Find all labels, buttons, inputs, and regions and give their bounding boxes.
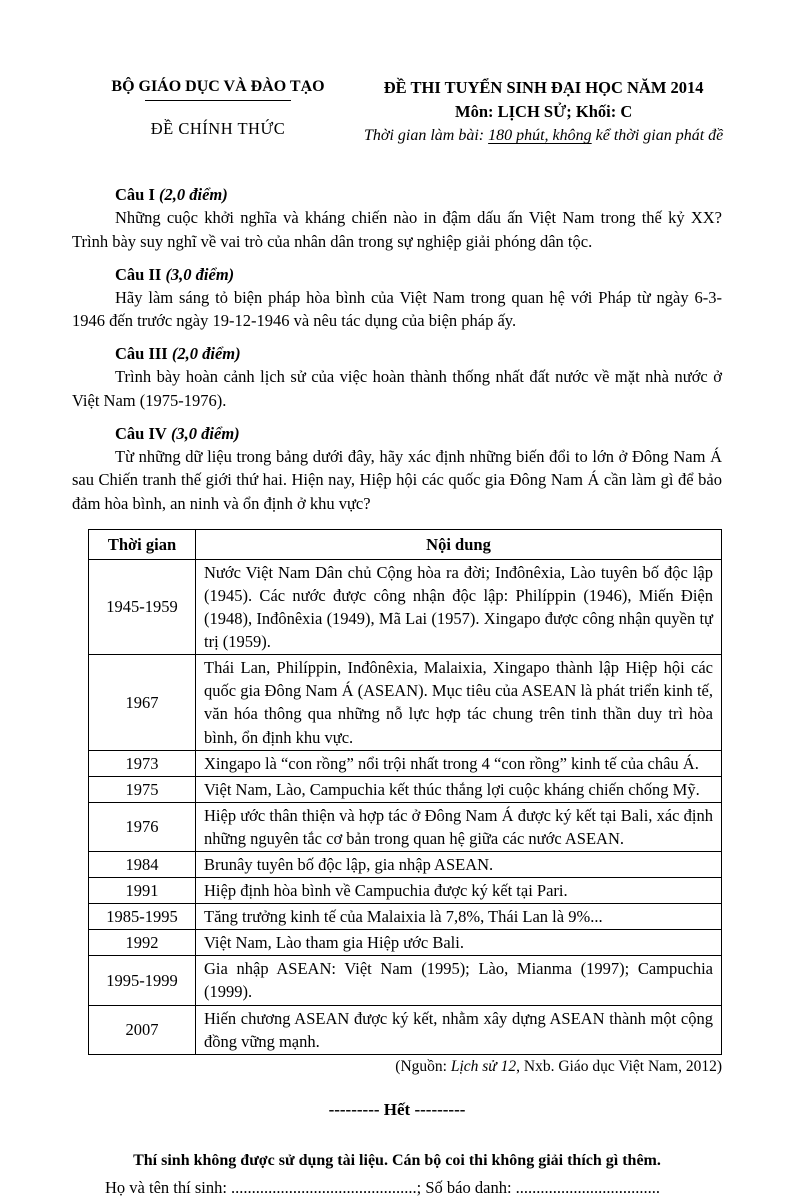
data-table [88,529,722,1055]
cell-content: Hiến chương ASEAN được ký kết, nhằm xây dựng ASEAN thành một cộng đồng vững mạnh. [196,1005,722,1054]
question-1-label: Câu I [115,185,155,204]
cell-content: Nước Việt Nam Dân chủ Cộng hòa ra đời; Inđônêxia, Lào tuyên bố độc lập (1945). Các nước được công nhận độc lập: Philíppin (1946), Miến Điện (1948), Inđônêxia (1949), Mã Lai (1957). Xingapo được công nhận quyền tự trị (1959). [196,559,722,654]
cell-time: 1995-1999 [89,956,196,1005]
cell-time: 1984 [89,851,196,877]
table-row [89,750,722,776]
exam-duration [364,127,723,145]
table-row [89,956,722,1005]
table-row [89,930,722,956]
table-row [89,1005,722,1054]
duration-prefix: Thời gian làm bài: [364,127,489,144]
table-row [89,559,722,654]
col-header-time: Thời gian [89,529,196,559]
table-row [89,802,722,851]
question-1-heading [115,185,722,205]
duration-suffix: kể thời gian phát đề [591,127,724,144]
exam-title: ĐỀ THI TUYỂN SINH ĐẠI HỌC NĂM 2014 [383,78,704,97]
cell-time: 1985-1995 [89,904,196,930]
questions-block [72,185,722,516]
question-1-text: Những cuộc khởi nghĩa và kháng chiến nào in đậm dấu ấn Việt Nam trong thế kỷ XX? Trình bày suy nghĩ về vai trò của nhân dân trong sự nghiệp giải phóng dân tộc. [72,208,722,251]
table-row [89,851,722,877]
cell-content: Brunây tuyên bố độc lập, gia nhập ASEAN. [196,851,722,877]
cell-content: Tăng trưởng kinh tế của Malaixia là 7,8%, Thái Lan là 9%... [196,904,722,930]
cell-time: 1991 [89,878,196,904]
source-book-title: Lịch sử 12 [450,1057,517,1075]
cell-content: Việt Nam, Lào tham gia Hiệp ước Bali. [196,930,722,956]
end-marker: --------- Hết --------- [328,1099,466,1119]
question-4-text: Từ những dữ liệu trong bảng dưới đây, hãy xác định những biến đổi to lớn ở Đông Nam Á sau Chiến tranh thế giới thứ hai. Hiện nay, Hiệp hội các quốc gia Đông Nam Á cần làm gì để bảo đảm hòa bình, an ninh và ổn định ở khu vực? [72,446,722,513]
question-2-text: Hãy làm sáng tỏ biện pháp hòa bình của Việt Nam trong quan hệ với Pháp từ ngày 6-3-1946 đến trước ngày 19-12-1946 và nêu tác dụng của biện pháp ấy. [72,287,722,331]
cell-content: Hiệp định hòa bình về Campuchia được ký kết tại Pari. [196,878,722,904]
cell-content: Xingapo là “con rồng” nổi trội nhất trong 4 “con rồng” kinh tế của châu Á. [196,750,722,776]
ministry-name: BỘ GIÁO DỤC VÀ ĐÀO TẠO [111,78,325,95]
col-header-content: Nội dung [196,529,722,559]
cell-time: 1976 [89,802,196,851]
question-2-label: Câu II [115,264,162,284]
table-row [89,776,722,802]
ministry-divider [145,100,291,101]
question-2-heading [115,265,722,285]
exam-notice: Thí sinh không được sử dụng tài liệu. Cán bộ coi thi không giải thích gì thêm. [133,1151,661,1169]
question-2-points: (3,0 điểm) [165,264,235,284]
header-right-block [364,78,723,145]
source-citation [72,1058,722,1076]
cell-content: Thái Lan, Philíppin, Inđônêxia, Malaixia, Xingapo thành lập Hiệp hội các quốc gia Đông Nam Á (ASEAN). Mục tiêu của ASEAN là phát triển kinh tế, văn hóa thông qua những nỗ lực hợp tác chung trên tinh thần duy trì hòa bình, ổn định khu vực. [196,655,722,750]
cell-time: 2007 [89,1005,196,1054]
cell-time: 1967 [89,655,196,750]
table-header-row [89,529,722,559]
question-4-heading [115,424,722,444]
question-4-label: Câu IV [115,423,167,443]
cell-content: Gia nhập ASEAN: Việt Nam (1995); Lào, Mianma (1997); Campuchia (1999). [196,956,722,1005]
question-4-points: (3,0 điểm) [170,423,240,443]
table-row [89,878,722,904]
question-3-heading [115,344,722,364]
cell-time: 1945-1959 [89,559,196,654]
official-exam-label: ĐỀ CHÍNH THỨC [150,119,286,138]
cell-time: 1975 [89,776,196,802]
table-row [89,655,722,750]
cell-content: Việt Nam, Lào, Campuchia kết thúc thắng lợi cuộc kháng chiến chống Mỹ. [196,776,722,802]
exam-subject: Môn: LỊCH SỬ; Khối: C [455,102,633,121]
duration-underlined: 180 phút, không [488,127,592,144]
source-prefix: (Nguồn: [395,1057,451,1075]
question-3-points: (2,0 điểm) [171,344,241,363]
cell-time: 1992 [89,930,196,956]
table-row [89,904,722,930]
header-left-block [72,78,364,139]
question-1-points: (2,0 điểm) [159,185,228,204]
cell-content: Hiệp ước thân thiện và hợp tác ở Đông Nam Á được ký kết tại Bali, xác định những nguyên tắc cơ bản trong quan hệ giữa các nước ASEAN. [196,802,722,851]
question-3-label: Câu III [115,344,168,363]
candidate-info-line: Họ và tên thí sinh: .............................................; Số báo danh: ................................... [105,1177,661,1197]
cell-time: 1973 [89,750,196,776]
source-suffix: , Nxb. Giáo dục Việt Nam, 2012) [516,1057,722,1075]
document-header [72,78,722,145]
question-3-text: Trình bày hoàn cảnh lịch sử của việc hoàn thành thống nhất đất nước về mặt nhà nước ở Việt Nam (1975-1976). [72,367,722,410]
